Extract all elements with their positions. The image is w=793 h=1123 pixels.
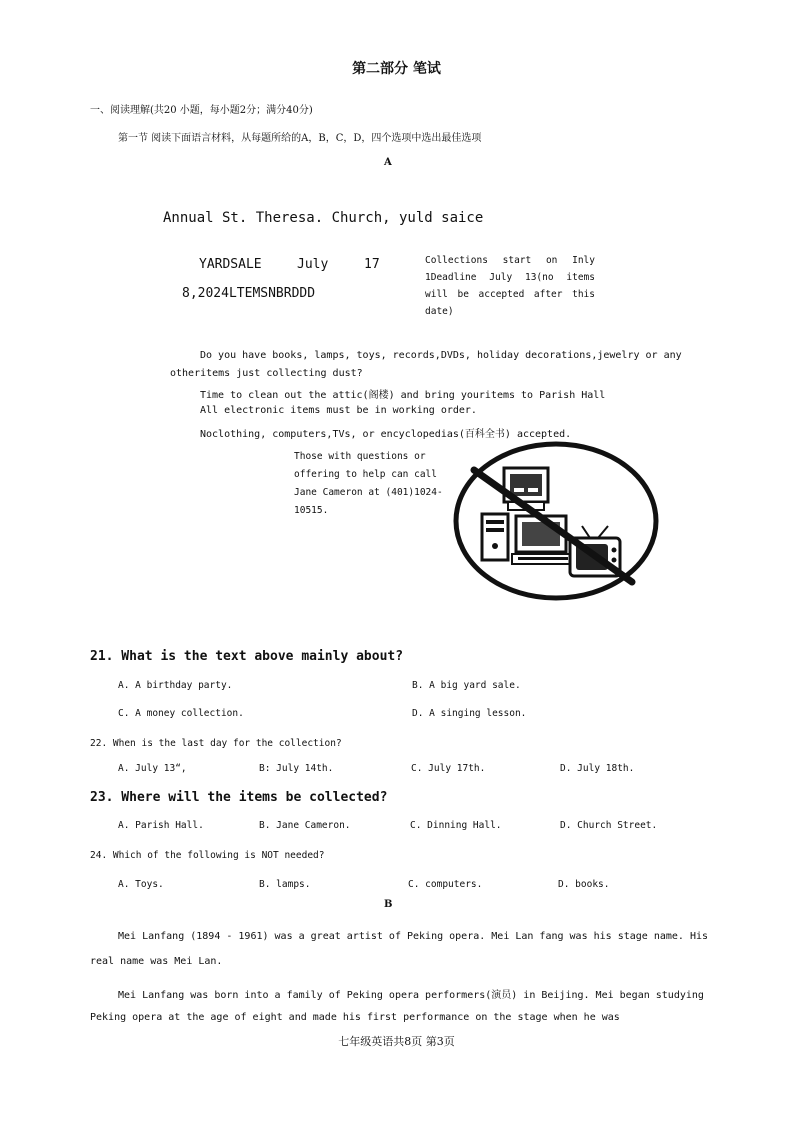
notice-heading: Annual St. Theresa. Church, yuld saice: [163, 210, 484, 226]
question-21-option-b[interactable]: B. A big yard sale.: [412, 680, 521, 691]
question-23-option-b[interactable]: B. Jane Cameron.: [259, 820, 351, 831]
question-22-stem: 22. When is the last day for the collection?: [90, 738, 342, 749]
notice-para4: Noclothing, computers,TVs, or encyclopedias(百科全书) accepted.: [200, 429, 572, 440]
part-heading: 一、阅读理解(共20 小题，每小题2分；满分40分): [90, 105, 313, 116]
sale-day: 17: [364, 257, 380, 272]
page-footer: 七年级英语共8页 第3页: [338, 1035, 455, 1048]
question-24-option-b[interactable]: B. lamps.: [259, 879, 311, 890]
passage-b-p2-line1: Mei Lanfang was born into a family of Peking opera performers(演员) in Beijing. Mei began studying: [118, 990, 704, 1001]
passage-b-p1-line1: Mei Lanfang (1894 - 1961) was a great artist of Peking opera. Mei Lan fang was his stage name. His: [118, 931, 709, 942]
question-22-option-a[interactable]: A. July 13“,: [118, 763, 187, 774]
section-title: 第二部分 笔试: [352, 61, 441, 77]
question-23-option-d[interactable]: D. Church Street.: [560, 820, 658, 831]
question-21-stem: 21. What is the text above mainly about?: [90, 649, 404, 664]
notice-para1-line1: Do you have books, lamps, toys, records,DVDs, holiday decorations,jewelry or any: [200, 350, 682, 361]
passage-a-label: A: [384, 157, 392, 168]
passage-b-p1-line2: real name was Mei Lan.: [90, 956, 223, 967]
no-electronics-sign-icon: [452, 440, 660, 602]
question-24-option-d[interactable]: D. books.: [558, 879, 610, 890]
question-24-option-c[interactable]: C. computers.: [408, 879, 483, 890]
question-21-option-c[interactable]: C. A money collection.: [118, 708, 244, 719]
question-22-option-d[interactable]: D. July 18th.: [560, 763, 635, 774]
question-22-option-b[interactable]: B: July 14th.: [259, 763, 334, 774]
passage-b-p2-line2: Peking opera at the age of eight and made his first performance on the stage when he was: [90, 1012, 620, 1023]
question-21-option-d[interactable]: D. A singing lesson.: [412, 708, 527, 719]
question-24-stem: 24. Which of the following is NOT needed?: [90, 850, 325, 861]
passage-b-label: B: [384, 899, 393, 910]
question-23-stem: 23. Where will the items be collected?: [90, 790, 388, 805]
section-instruction: 第一节 阅读下面语言材料，从每题所给的A，B，C，D，四个选项中选出最佳选项: [118, 133, 482, 144]
notice-para2: Time to clean out the attic(阁楼) and bring youritems to Parish Hall: [200, 390, 606, 401]
sale-month: July: [297, 257, 329, 272]
collections-note: Collections start on Inly 1Deadline July 13(no items will be accepted after this date): [425, 255, 595, 317]
notice-para3: All electronic items must be in working order.: [200, 405, 477, 416]
sale-word: YARDSALE: [199, 257, 262, 272]
question-23-option-a[interactable]: A. Parish Hall.: [118, 820, 204, 831]
question-23-option-c[interactable]: C. Dinning Hall.: [410, 820, 502, 831]
question-24-option-a[interactable]: A. Toys.: [118, 879, 164, 890]
notice-para1-line2: otheritems just collecting dust?: [170, 368, 363, 379]
question-21-option-a[interactable]: A. A birthday party.: [118, 680, 233, 691]
sale-date-line: 8,2024LTEMSNBRDDD: [182, 286, 316, 301]
contact-info: Those with questions or offering to help can call Jane Cameron at (401)1024-10515.: [294, 451, 443, 516]
question-22-option-c[interactable]: C. July 17th.: [411, 763, 486, 774]
